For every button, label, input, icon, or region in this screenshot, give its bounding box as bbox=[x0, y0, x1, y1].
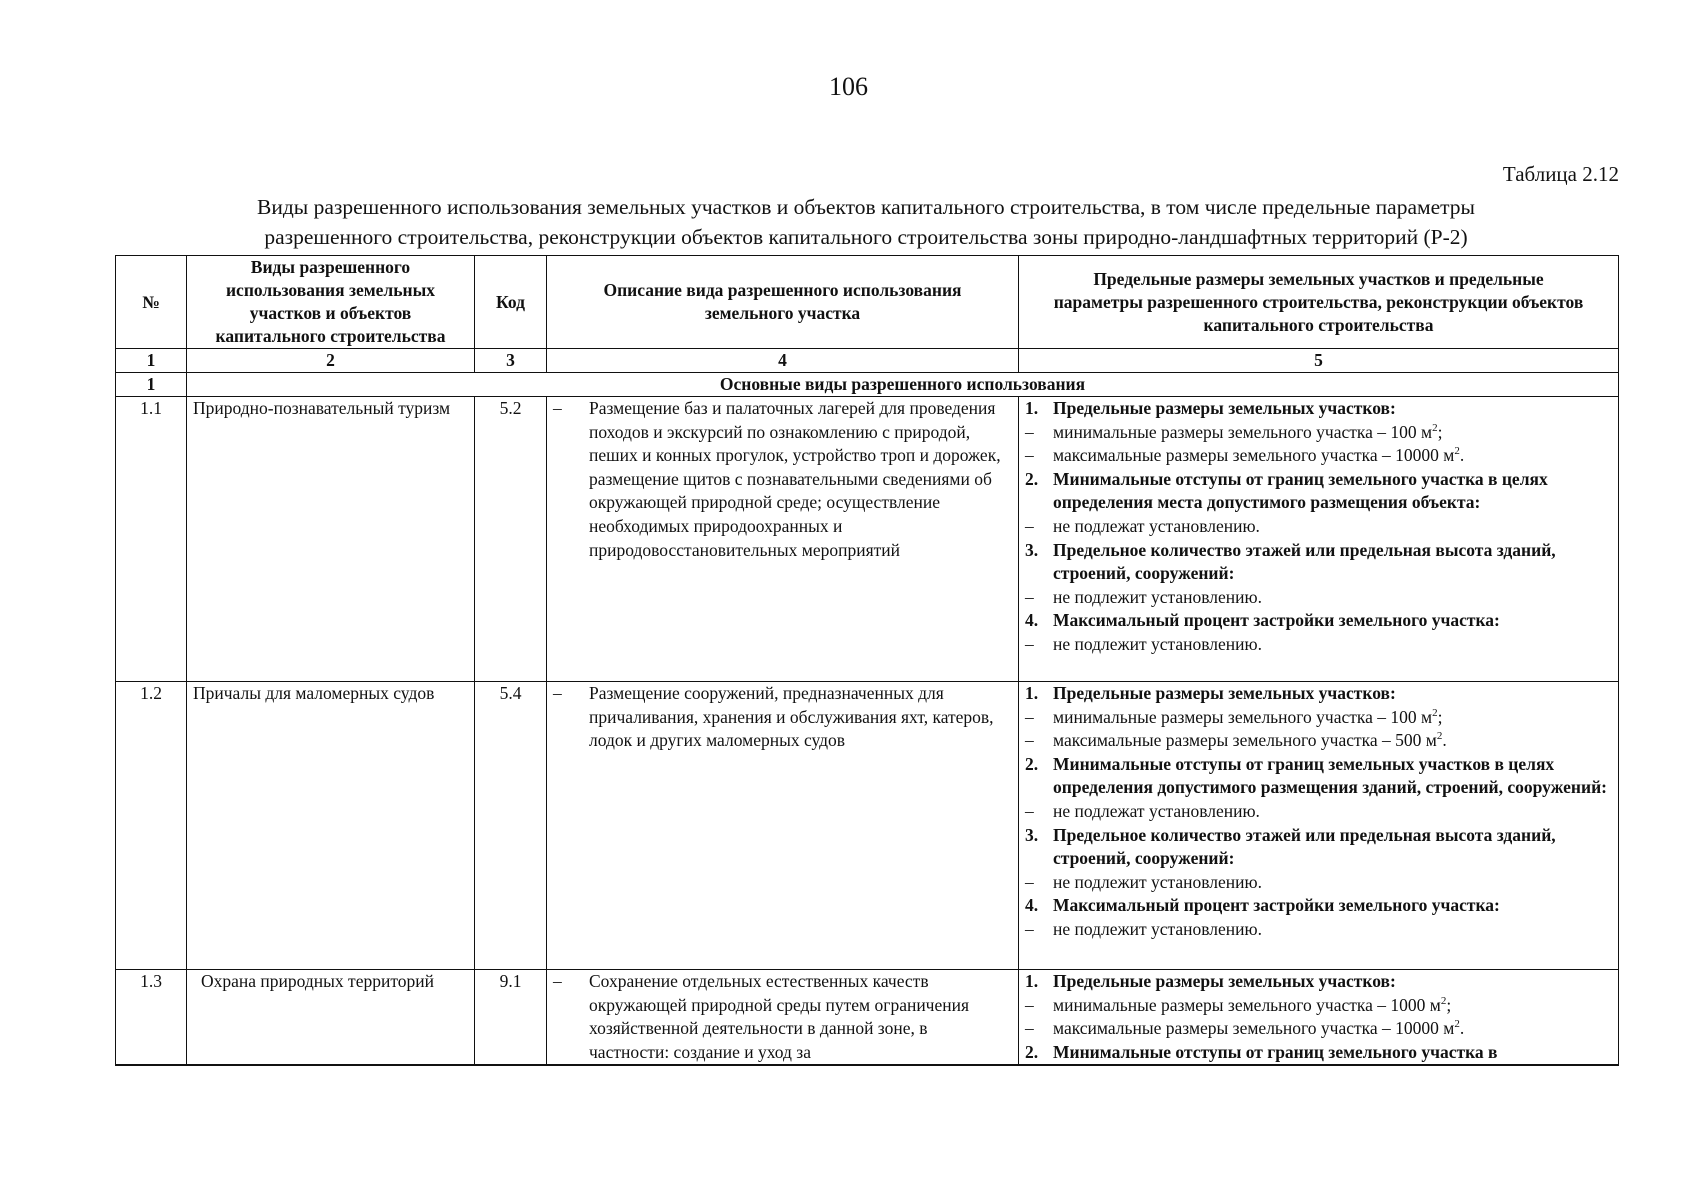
param-item: – максимальные размеры земельного участка – 10000 $м^2$. bbox=[1025, 1018, 1465, 1039]
param-item: – максимальные размеры земельного участка – 500 $м^2$. bbox=[1025, 730, 1447, 751]
param-heading: 3. Предельное количество этажей или предельная высота зданий, строений, сооружений: bbox=[1025, 539, 1556, 584]
column-number: 5 bbox=[1019, 349, 1619, 373]
param-heading: 2. Минимальные отступы от границ земельного участка в bbox=[1025, 1041, 1498, 1062]
param-item: – не подлежит установлению. bbox=[1025, 633, 1262, 654]
row-use-type: Причалы для маломерных судов bbox=[187, 682, 475, 970]
header-number: № bbox=[116, 256, 187, 349]
param-item: – не подлежит установлению. bbox=[1025, 586, 1262, 607]
param-heading: 1. Предельные размеры земельных участков: bbox=[1025, 971, 1396, 991]
param-heading: 2. Минимальные отступы от границ земельных участков в целях определения допустимого размещения зданий, строений, сооружений: bbox=[1025, 753, 1607, 798]
header-use-type: Виды разрешенного использования земельных участков и объектов капитального строительства bbox=[187, 256, 475, 349]
param-item: – не подлежат установлению. bbox=[1025, 800, 1260, 821]
header-row bbox=[116, 256, 1619, 349]
row-description bbox=[547, 682, 1019, 970]
param-item: – минимальные размеры земельного участка – 1000 $м^2$; bbox=[1025, 994, 1452, 1015]
row-code: 5.4 bbox=[475, 682, 547, 970]
description-text: Сохранение отдельных естественных качеств окружающей природной среды путем ограничения хозяйственной деятельности в данной зоне, в частности: создание и уход за bbox=[589, 971, 970, 1062]
param-heading: 1. Предельные размеры земельных участков: bbox=[1025, 683, 1396, 703]
param-item: – минимальные размеры земельного участка – 100 $м^2$; bbox=[1025, 706, 1443, 727]
row-description bbox=[547, 970, 1019, 1066]
column-number-row bbox=[116, 349, 1619, 373]
land-use-table bbox=[115, 255, 1619, 1066]
table-label: Таблица 2.12 bbox=[1502, 162, 1619, 186]
column-number: 4 bbox=[547, 349, 1019, 373]
row-number: 1.1 bbox=[116, 397, 187, 682]
description-text: Размещение баз и палаточных лагерей для проведения походов и экскурсий по ознакомлению с природой, пеших и конных прогулок, устройство троп и дорожек, размещение щитов с познавательными сведениями об окружающей природной среде; осуществление необходимых природоохранных и природовосстановительных мероприятий bbox=[589, 398, 1001, 560]
column-number: 2 bbox=[187, 349, 475, 373]
list-dash: – bbox=[553, 683, 562, 703]
row-number: 1.3 bbox=[116, 970, 187, 1066]
table-row bbox=[116, 970, 1619, 1066]
row-parameters bbox=[1019, 397, 1619, 682]
table-title-line-1: Виды разрешенного использования земельных участков и объектов капитального строительства, в том числе предельные параметры bbox=[257, 195, 1475, 219]
row-parameters bbox=[1019, 682, 1619, 970]
section-number: 1 bbox=[116, 373, 187, 397]
row-use-type: Природно-познавательный туризм bbox=[187, 397, 475, 682]
param-item: – максимальные размеры земельного участка – 10000 $м^2$. bbox=[1025, 445, 1465, 466]
description-text: Размещение сооружений, предназначенных для причаливания, хранения и обслуживания яхт, катеров, лодок и других маломерных судов bbox=[589, 683, 994, 751]
table-title bbox=[115, 192, 1617, 252]
section-row bbox=[116, 373, 1619, 397]
table-row bbox=[116, 397, 1619, 682]
row-parameters bbox=[1019, 970, 1619, 1066]
param-heading: 2. Минимальные отступы от границ земельного участка в целях определения места допустимого размещения объекта: bbox=[1025, 468, 1548, 513]
header-parameters: Предельные размеры земельных участков и предельные параметры разрешенного строительства, реконструкции объектов капитального строительства bbox=[1019, 256, 1619, 349]
table-row bbox=[116, 682, 1619, 970]
param-heading: 4. Максимальный процент застройки земельного участка: bbox=[1025, 895, 1500, 916]
param-heading: 3. Предельное количество этажей или предельная высота зданий, строений, сооружений: bbox=[1025, 824, 1556, 869]
row-number: 1.2 bbox=[116, 682, 187, 970]
section-title: Основные виды разрешенного использования bbox=[187, 373, 1619, 397]
param-item: – не подлежит установлению. bbox=[1025, 871, 1262, 892]
table-title-line-2: разрешенного строительства, реконструкции объектов капитального строительства зоны природно-ландшафтных территорий (Р-2) bbox=[264, 225, 1468, 249]
param-item: – не подлежит установлению. bbox=[1025, 918, 1262, 939]
row-code: 9.1 bbox=[475, 970, 547, 1066]
header-description: Описание вида разрешенного использования земельного участка bbox=[547, 256, 1019, 349]
param-item: – не подлежат установлению. bbox=[1025, 515, 1260, 536]
header-code: Код bbox=[475, 256, 547, 349]
page-number: 106 bbox=[829, 72, 868, 101]
list-dash: – bbox=[553, 398, 562, 418]
column-number: 1 bbox=[116, 349, 187, 373]
param-heading: 1. Предельные размеры земельных участков: bbox=[1025, 398, 1396, 418]
param-item: – минимальные размеры земельного участка – 100 $м^2$; bbox=[1025, 421, 1443, 442]
param-heading: 4. Максимальный процент застройки земельного участка: bbox=[1025, 610, 1500, 631]
list-dash: – bbox=[553, 971, 562, 991]
row-code: 5.2 bbox=[475, 397, 547, 682]
row-description bbox=[547, 397, 1019, 682]
row-use-type: Охрана природных территорий bbox=[187, 970, 475, 1066]
column-number: 3 bbox=[475, 349, 547, 373]
